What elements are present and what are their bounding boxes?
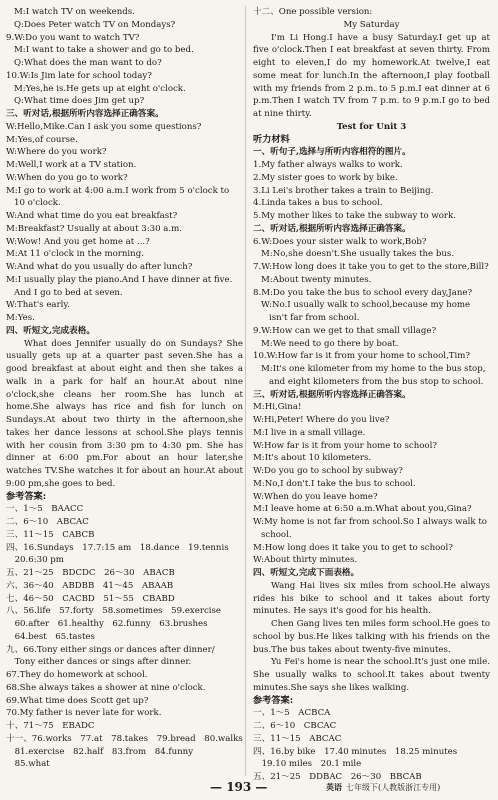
answer-line: 四、16.Sundays 17.7:15 am 18.dance 19.tennis <box>6 542 229 553</box>
answer-key-left <box>6 503 243 771</box>
writing-version-heading: 十二、One possible version: <box>253 7 373 17</box>
text-line: W:Where do you work? <box>6 147 107 158</box>
text-line: And I go to bed at seven. <box>14 287 123 298</box>
answer-key-right <box>253 707 490 784</box>
page-footer <box>0 776 498 798</box>
listening-title: 听力材料 <box>253 133 290 145</box>
text-line: Q:Does Peter watch TV on Mondays? <box>14 19 176 30</box>
left-column <box>6 6 243 771</box>
text-line: M:I usually play the piano.And I have dinner at five. <box>6 274 233 285</box>
text-line: 6.W:Does your sister walk to work,Bob? <box>253 236 427 247</box>
text-line: Q:What does the man want to do? <box>14 58 162 68</box>
jennifer-passage: What does Jennifer usually do on Sundays? She usually gets up at a quarter past seven.She has a good breakfast at about eight and then she takes a walk in a park for half an hour.At about nine o'clock,she cleans her room.She has lunch at home.She always has rice and fish for lunch on Sundays.At about two thirty in the afternoon,she takes her dance lessons at school.She plays tennis with her cousin from 3:30 pm to 4:30 pm. She has dinner at 6:00 pm.For about an hour later,she watches TV.She watches it for about an hour.At about 9:00 pm,she goes to bed. <box>6 338 243 489</box>
text-line: W:Wow! And you get home at ...? <box>6 236 150 247</box>
text-line: M:Yes,of course. <box>6 134 78 145</box>
answer-line: 67.They do homework at school. <box>6 670 148 680</box>
answer-line: 九、66.Tony either sings or dances after dinner/ <box>6 644 215 655</box>
text-line: W:And what do you usually do after lunch? <box>6 262 193 272</box>
answer-line: 六、36～40 ABDBB 41～45 ABAAB <box>6 580 174 591</box>
passage-paragraph: Wang Hai lives six miles from school.He always rides his bike to school and it takes about forty minutes. He says it's good for his health. <box>253 580 490 617</box>
section-heading: 三、听对话,根据所听内容选择正确答案。 <box>253 389 411 400</box>
essay-text: I'm Li Hong.I have a busy Saturday.I get up at five o'clock.Then I eat breakfast at seven thirty. From eight to eleven,I do my homework.At twelve,I eat some meat for lunch.In the afternoon,I play football with my friends from 2 p.m. to 5 p.m.I eat dinner at 6 p.m.Then I watch TV from 7 p.m. to 9 p.m.I go to bed at nine thirty. <box>253 32 490 119</box>
text-line: 10.W:Is Jim late for school today? <box>6 70 152 81</box>
text-line: W:How far is it from your home to school? <box>253 440 437 451</box>
text-line: 8.M:Do you take the bus to school every day,Jane? <box>253 287 473 298</box>
answer-line: 19.10 miles 20.1 mile <box>253 759 362 770</box>
section-heading: 四、听短文,完成表格。 <box>6 325 95 336</box>
text-line: M:No,she doesn't.She usually takes the bus. <box>261 249 455 260</box>
answer-line: 85.what <box>6 759 50 770</box>
answer-line: 五、21～25 BDCDC 26～30 ABACB <box>6 568 175 578</box>
text-line: 5.My mother likes to take the subway to work. <box>253 211 456 221</box>
answer-line: 三、11～15 CABCB <box>6 529 95 540</box>
text-line: M:I leave home at 6:50 a.m.What about you,Gina? <box>253 504 472 515</box>
text-line: W:Hi,Peter! Where do you live? <box>253 415 390 425</box>
text-line: 9.W:How can we get to that small village? <box>253 325 437 336</box>
answer-line: 十、71～75 EBADC <box>6 721 95 731</box>
left-dialogue-lines <box>6 6 243 338</box>
text-line: M:I watch TV on weekends. <box>14 7 135 17</box>
answer-line: 20.6:30 pm <box>6 555 64 566</box>
text-line: isn't far from school. <box>269 313 360 323</box>
text-line: M:At 11 o'clock in the morning. <box>6 249 144 260</box>
text-line: W:Hello,Mike.Can I ask you some questions? <box>6 121 202 132</box>
answer-line: 三、11～15 ABCAC <box>253 733 342 744</box>
text-line: W:My home is not far from school.So I always walk to <box>253 517 487 527</box>
answer-line: 70.My father is never late for work. <box>6 708 162 719</box>
passage-paragraph: Chen Gang lives ten miles form school.He goes to school by bus.He likes talking with his friends on the bus.The bus takes about twenty-five minutes. <box>253 619 490 655</box>
answer-line: 八、56.life 57.forty 58.sometimes 59.exercise <box>6 606 222 617</box>
text-line: M:How long does it take you to get to school? <box>253 542 453 553</box>
text-line: M:I live in a small village. <box>253 427 366 438</box>
listening-passage <box>253 580 490 695</box>
test-title: Test for Unit 3 <box>336 121 407 132</box>
answer-line: 81.exercise 82.half 83.from 84.funny <box>6 746 194 757</box>
answer-line: 一、1～5 BAACC <box>6 504 84 515</box>
text-line: M:I want to take a shower and go to bed. <box>14 45 194 56</box>
footer-grade: 七年级下(人教版浙江专用) <box>346 783 441 792</box>
answer-line: 二、6～10 ABCAC <box>6 517 89 527</box>
answer-line: 五、21～25 DDBAC 26～30 BBCAB <box>253 772 422 782</box>
text-line: school. <box>261 529 292 540</box>
answer-line: 69.What time does Scott get up? <box>6 695 149 706</box>
section-heading: 一、听句子,选择与所听内容相符的图片。 <box>253 147 411 158</box>
answer-line: 68.She always takes a shower at nine o'clock. <box>6 682 206 693</box>
text-line: W:When do you leave home? <box>253 491 378 502</box>
text-line: M:Hi,Gina! <box>253 402 302 413</box>
section-heading: 三、听对话,根据所听内容选择正确答案。 <box>6 109 164 119</box>
text-line: 10.W:How far is it from your home to school,Tim? <box>253 351 470 362</box>
column-divider <box>245 6 246 776</box>
text-line: M:Well,I work at a TV station. <box>6 160 137 170</box>
text-line: 9.W:Do you want to watch TV? <box>6 32 140 43</box>
text-line: 2.My sister goes to work by bike. <box>253 172 398 183</box>
answer-line: 四、16.by bike 17.40 minutes 18.25 minutes <box>253 746 458 757</box>
answer-line: 七、46～50 CACBD 51～55 CBABD <box>6 593 175 604</box>
text-line: M:It's one kilometer from my home to the bus stop, <box>261 364 486 374</box>
section-heading: 二、听对话,根据所听内容选择正确答案。 <box>253 223 411 234</box>
passage-paragraph: Yu Fei's home is near the school.It's just one mile. She usually walks to school.It takes about twenty minutes.She says she likes walking. <box>253 657 490 693</box>
answers-heading-left: 参考答案: <box>6 490 47 502</box>
text-line: W:Do you go to school by subway? <box>253 466 403 476</box>
section-heading: 四、听短文,完成下面表格。 <box>253 568 360 578</box>
answer-line: 二、6～10 CBCAC <box>253 721 337 731</box>
answer-line: 60.after 61.healthy 62.funny 63.brushes <box>6 619 208 629</box>
text-line: M:We need to go there by boat. <box>261 338 399 349</box>
text-line: M:Breakfast? Usually at about 3:30 a.m. <box>6 223 183 234</box>
text-line: W:And what time do you eat breakfast? <box>6 211 178 221</box>
text-line: W:About thirty minutes. <box>253 555 358 566</box>
text-line: W:When do you go to work? <box>6 172 128 183</box>
text-line: 1.My father always walks to work. <box>253 160 403 170</box>
answer-line: Tony either dances or sings after dinner. <box>6 657 192 668</box>
answers-heading-right: 参考答案: <box>253 694 294 706</box>
right-column <box>253 6 490 784</box>
answer-line: 一、1～5 ACBCA <box>253 708 331 719</box>
text-line: and eight kilometers from the bus stop to school. <box>269 376 484 387</box>
text-line: W:That's early. <box>6 300 70 311</box>
text-line: 10 o'clock. <box>14 198 61 209</box>
essay-title: My Saturday <box>343 19 400 30</box>
text-line: M:Yes,he is.He gets up at eight o'clock. <box>14 83 186 94</box>
text-line: W:No.I usually walk to school,because my home <box>261 300 471 311</box>
footer-subject-name: 英语 <box>326 782 342 792</box>
page-number: — 193 — <box>210 780 267 794</box>
text-line: M:Yes. <box>6 313 35 323</box>
text-line: M:It's about 10 kilometers. <box>253 453 372 464</box>
text-line: 7.W:How long does it take you to get to the store,Bill? <box>253 262 489 272</box>
footer-subject <box>326 782 440 793</box>
text-line: Q:What time does Jim get up? <box>14 96 145 107</box>
right-dialogue-lines <box>253 146 490 580</box>
text-line: 4.Linda takes a bus to school. <box>253 198 383 209</box>
text-line: M:No,I don't.I take the bus to school. <box>253 478 416 489</box>
answer-line: 十一、76.works 77.at 78.takes 79.bread 80.walks <box>6 733 243 744</box>
answer-line: 64.best 65.tastes <box>6 631 95 642</box>
text-line: M:About twenty minutes. <box>261 274 372 285</box>
text-line: M:I go to work at 4:00 a.m.I work from 5 o'clock to <box>6 185 230 196</box>
text-line: 3.Li Lei's brother takes a train to Beijing. <box>253 185 434 196</box>
